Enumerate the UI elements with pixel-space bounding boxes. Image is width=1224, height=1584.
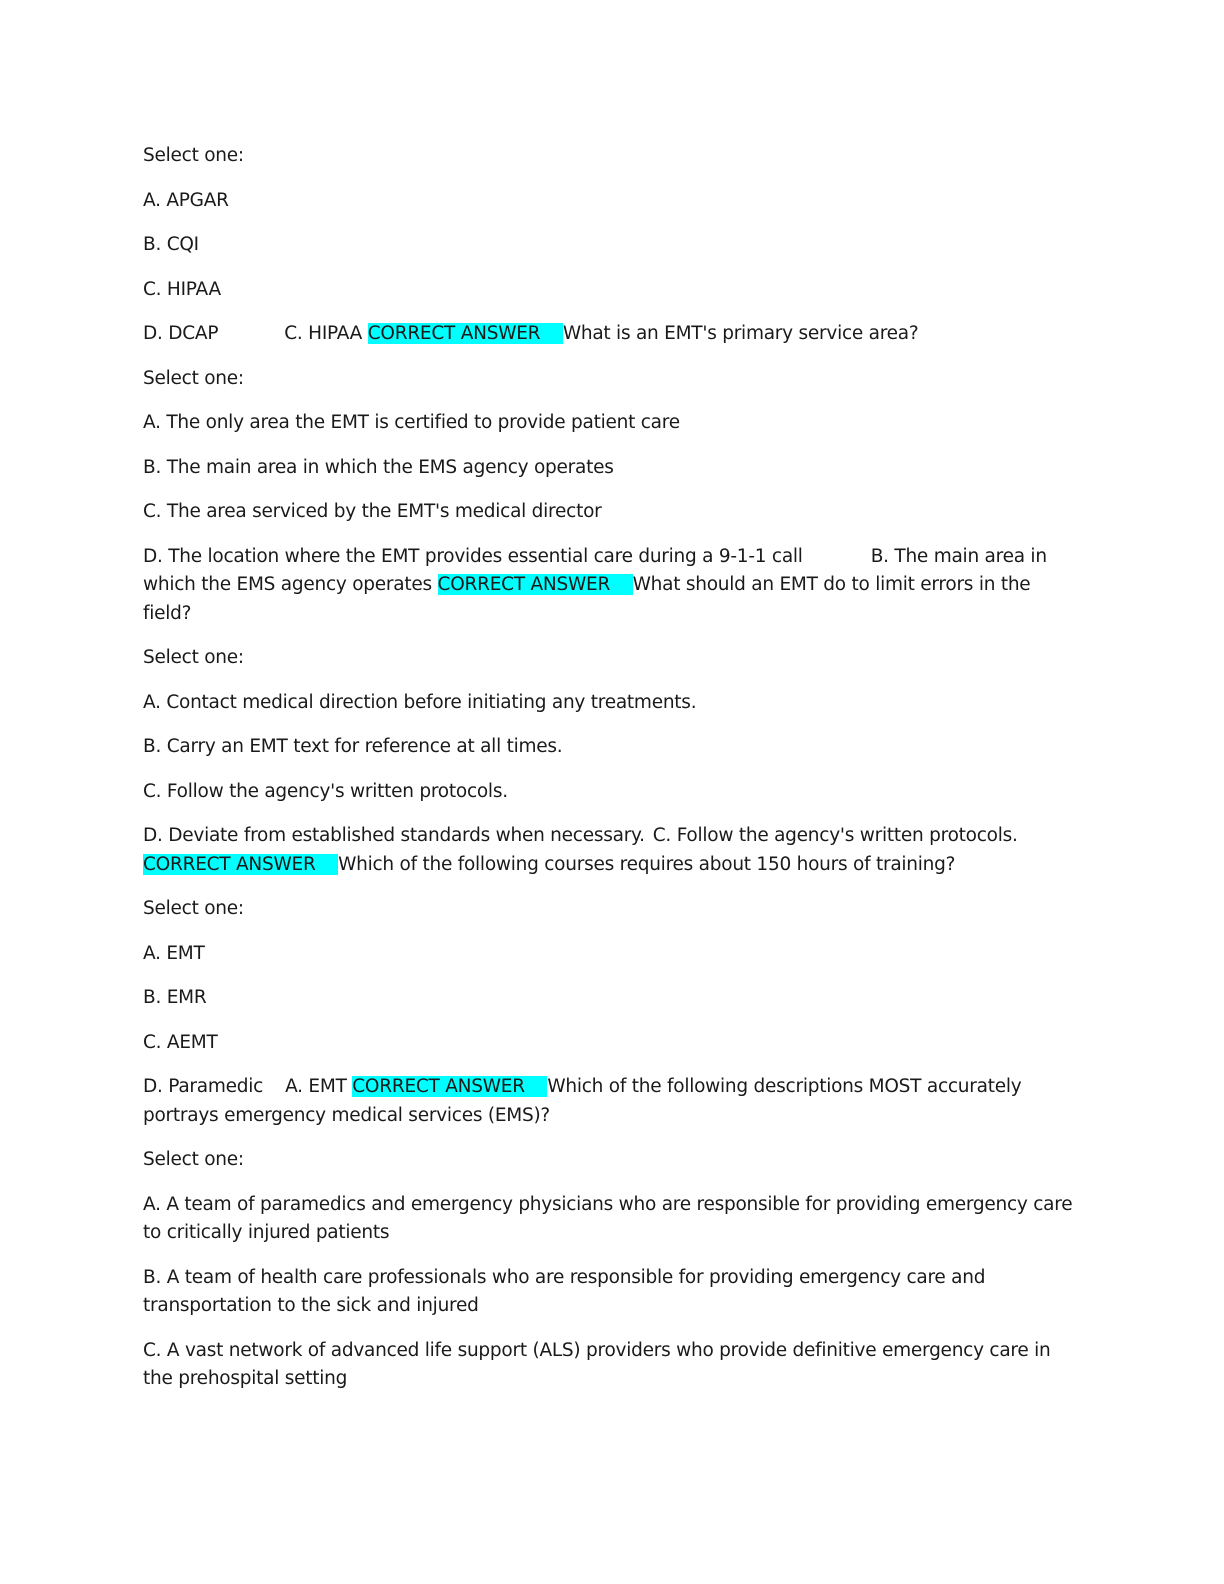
q1-option-a: A. APGAR <box>143 189 229 211</box>
q4-option-d-line <box>143 1073 1083 1130</box>
q3-answer: C. Follow the agency's written protocols. <box>652 825 1018 846</box>
q1-option-d-line <box>143 320 1083 349</box>
q1-option-c: C. HIPAA <box>143 278 221 300</box>
q4-option-b: B. EMR <box>143 987 207 1008</box>
q4-answer: A. EMT <box>285 1076 347 1097</box>
q2-option-a: A. The only area the EMT is certified to provide patient care <box>143 412 680 433</box>
document-page <box>143 142 1083 1410</box>
q5-question: Which of the following descriptions MOST accurately portrays emergency medical services (EMS)? <box>143 1076 1022 1126</box>
q3-option-b: B. Carry an EMT text for reference at all times. <box>143 736 563 757</box>
q3-option-d-line <box>143 822 1083 879</box>
q2-correct-answer-marker: CORRECT ANSWER <box>437 574 633 595</box>
q3-question: What should an EMT do to limit errors in the field? <box>143 574 1031 624</box>
q1-option-b: B. CQI <box>143 234 199 255</box>
q4-option-d: D. Paramedic <box>143 1076 264 1097</box>
q4-select-label: Select one: <box>143 898 244 919</box>
q2-option-d-line <box>143 543 1083 629</box>
q4-option-a: A. EMT <box>143 942 205 964</box>
q2-option-c: C. The area serviced by the EMT's medical director <box>143 501 602 522</box>
q2-answer-part2: which the EMS agency operates <box>143 574 432 595</box>
q2-select-label: Select one: <box>143 367 244 389</box>
q5-select-label: Select one: <box>143 1149 244 1170</box>
q3-select-label: Select one: <box>143 647 244 668</box>
q5-option-a: A. A team of paramedics and emergency physicians who are responsible for providing emergency care to critically injured patients <box>143 1193 1073 1243</box>
q3-option-a: A. Contact medical direction before initiating any treatments. <box>143 691 697 713</box>
q1-select-label: Select one: <box>143 145 244 166</box>
q1-option-d: D. DCAP <box>143 323 219 344</box>
q4-option-c: C. AEMT <box>143 1031 218 1053</box>
q2-option-d: D. The location where the EMT provides essential care during a 9-1-1 call <box>143 545 803 567</box>
q5-option-b: B. A team of health care professionals who are responsible for providing emergency care and transportation to the sick and injured <box>143 1266 986 1316</box>
q3-option-d: D. Deviate from established standards when necessary. <box>143 825 645 846</box>
q4-correct-answer-marker: CORRECT ANSWER <box>352 1076 548 1097</box>
q2-answer-part1: B. The main area in <box>870 545 1047 567</box>
q4-question: Which of the following courses requires about 150 hours of training? <box>338 853 956 875</box>
q1-correct-answer-marker: CORRECT ANSWER <box>367 323 563 344</box>
q3-correct-answer-marker: CORRECT ANSWER <box>143 853 339 875</box>
q3-option-c: C. Follow the agency's written protocols. <box>143 780 508 802</box>
q2-question: What is an EMT's primary service area? <box>562 323 919 344</box>
q1-answer: C. HIPAA <box>284 323 363 344</box>
q2-option-b: B. The main area in which the EMS agency operates <box>143 456 614 478</box>
q5-option-c: C. A vast network of advanced life support (ALS) providers who provide definitive emergency care in the prehospital setting <box>143 1339 1051 1389</box>
